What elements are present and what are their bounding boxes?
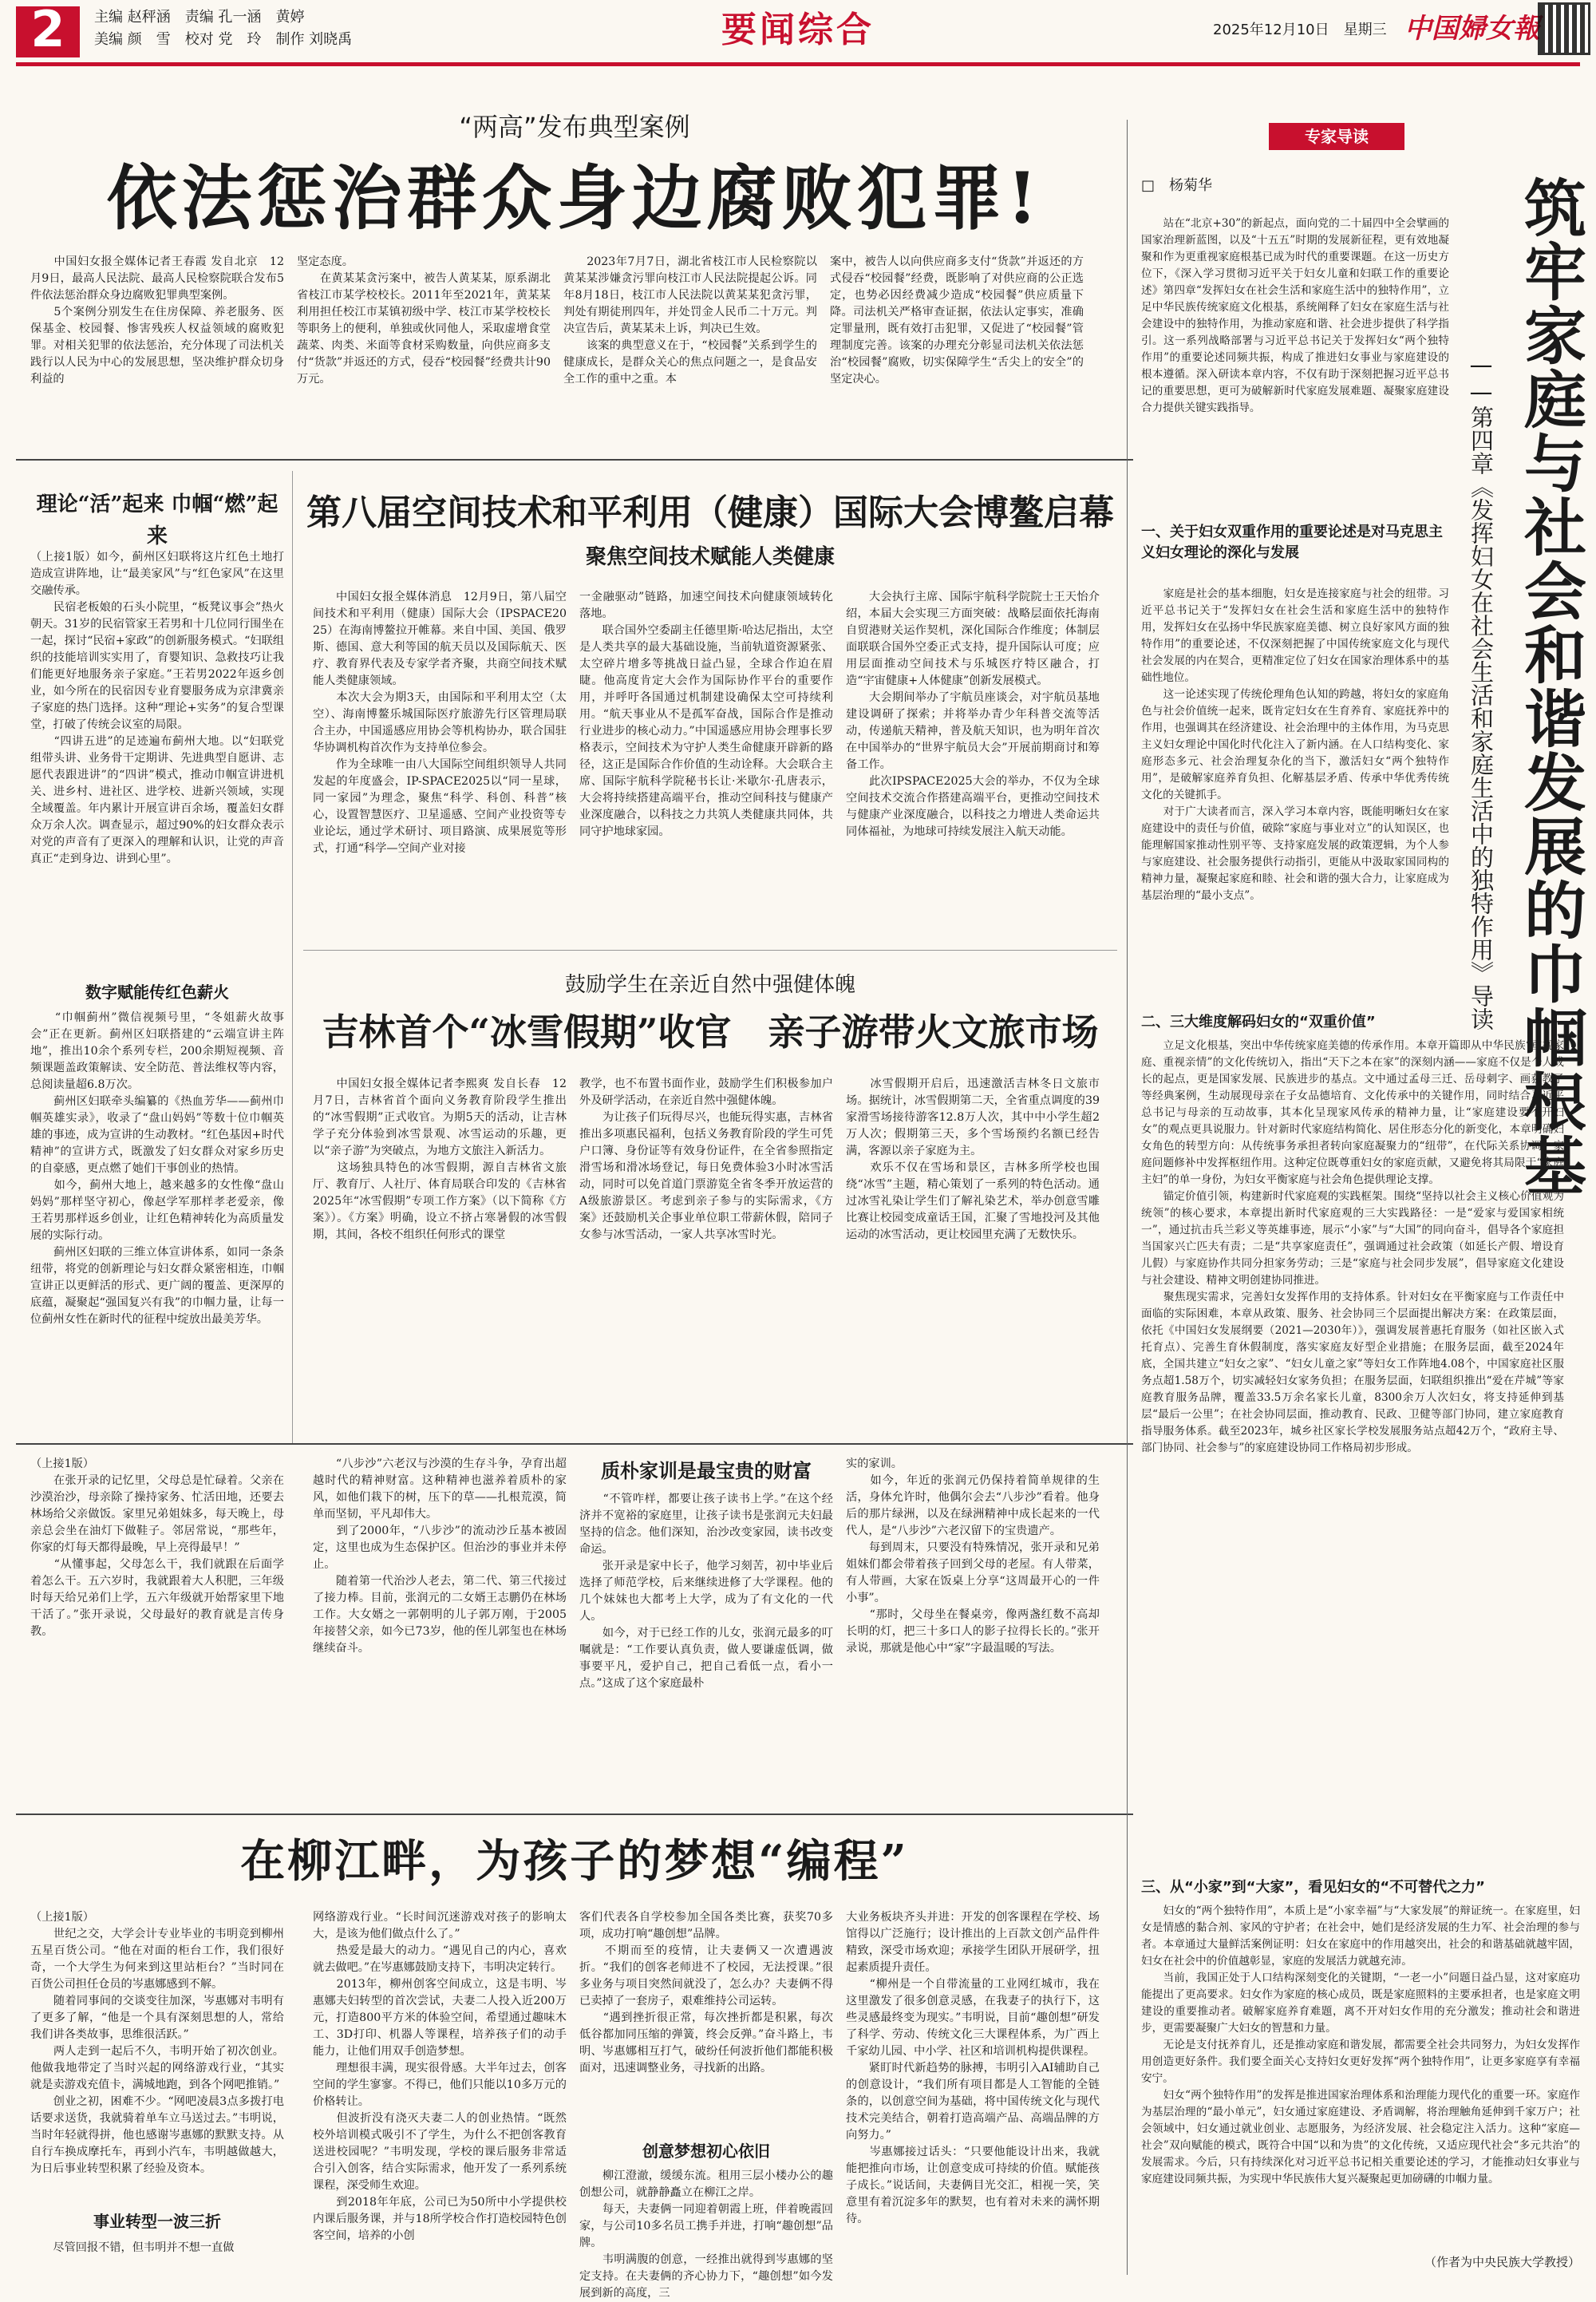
- article2-body2: “巾帼蓟州”微信视频号里，“冬姐薪火故事会”正在更新。蓟州区妇联搭建的“云端宣讲主阵地”，推出10余个系列专栏，200余期短视频、音频课题盖政策解读、安全防范、普法维权等内容，总阅读量超6.8万次。 蓟州区妇联牵头编纂的《热血芳华——蓟州巾帼英雄实录》，收录了“盘山妈妈”等数十位巾帼英雄的事迹，成为宣讲的生动教材。“红色基因+时代精神”的宣讲方式，既激发了妇女群众对家乡历史的自豪感，更点燃了她们干事创业的热情。 如今，蓟州大地上，越来越多的女性像“盘山妈妈”那样坚守初心，像赵学军那样孝老爱亲，像王若男那样返乡创业，让红色精神转化为高质量发展的实际行动。 蓟州区妇联的三维立体宣讲体系，如同一条条纽带，将党的创新理论与妇女群众紧密相连，巾帼宣讲正以更鲜活的形式、更广阔的覆盖、更深厚的底蕴，凝聚起“强国复兴有我”的巾帼力量，让每一位蓟州女性在新时代的征程中绽放出最美芳华。: [30, 1011, 284, 1326]
- article3-headline: 第八届空间技术和平利用（健康）国际大会博鳌启幕: [306, 492, 1114, 533]
- divider: [16, 459, 1133, 461]
- qr-code-icon: [1540, 5, 1588, 53]
- article1-kicker: “两高”发布典型案例: [459, 112, 690, 142]
- divider: [16, 1443, 1133, 1445]
- staff-line-1: 主编 赵秤涵 责编 孔一涵 黄婷: [94, 9, 305, 26]
- article7-col4: 大业务板块齐头并进：开发的创客课程在学校、场馆得以广泛施行；设计推出的上百款文创产品件件精致，深受市场欢迎；承接学生团队开展研学，扭起素质提升责任。 “柳州是一个自带流量的工业网红城市，我在这里激发了很多创意灵感，在我妻子的执行下，这些灵感最终变为现实。”韦明说，目前“趣创想”研发了科学、劳动、传统文化三大课程体系，为广西上千家幼儿园、中小学、社区和培训机构提供课程。 紧盯时代新趋势的脉搏，韦明引入AI辅助自己的创意设计，“我们所有项目都是人工智能的全链条的，以创意空间为基础，将中国传统文化与现代技术完美结合，朝着打造高端产品、高端品牌的方向努力。” 岑惠娜接过话头：“只要他能设计出来，我就能把推向市场，让创意变成可持续的价值。赋能孩子成长。”说话间，夫妻俩目光交汇，相视一笑，笑意里有着沉淀多年的默契，也有着对未来的满怀期待。: [846, 1911, 1100, 2225]
- article2-subhead: 数字赋能传红色薪火: [85, 983, 229, 1002]
- article2-body: （上接1版）如今，蓟州区妇联将这片红色土地打造成宣讲阵地，让“最美家风”与“红色家风”在这里交融传承。 民宿老板娘的石头小院里，“板凳议事会”热火朝天。31岁的民宿管家王若男和十几位同行围坐在一起，探讨“民宿+家政”的创新服务模式。“妇联组织的技能培训实实用了，育婴知识、急救技巧让我们能更好地服务亲子家庭。”王若男2022年返乡创业，如今所在的民宿因专业育婴服务成为京津冀亲子家庭的热门选择。这种“理论+实务”的复合型课堂，打破了传统会议室的局限。 “四讲五进”的足迹遍布蓟州大地。以“妇联党组带头讲、业务骨干定期讲、先进典型自愿讲、志愿代表跟进讲”的“四讲”模式，推动巾帼宣讲进机关、进乡村、进社区、进学校、进新兴领域，实现全域覆盖。年内累计开展宣讲百余场，覆盖妇女群众万余人次。调查显示，超过90%的妇女群众表示对党的声音有了更深入的理解和认识，让党的声音真正“走到身边、讲到心里”。: [30, 551, 284, 865]
- article1-col4: 案中，被告人以向供应商多支付“货款”并返还的方式侵吞“校园餐”经费，既影响了对供应商的公正选定，也势必因经费减少造成“校园餐”供应质量下降。司法机关严格审查证据，依法认定事实，准确定罪量刑，既有效打击犯罪，又促进了“校园餐”管理制度完善。该案的办理充分彰显司法机关依法惩治“校园餐”腐败，切实保障学生“舌尖上的安全”的坚定决心。: [830, 255, 1084, 386]
- article4-col1: 中国妇女报全媒体记者李熙爽 发自长春 12月7日，吉林省首个面向义务教育阶段学生推出的“冰雪假期”正式收官。为期5天的活动，让吉林学子充分体验到冰雪景观、冰雪运动的乐趣，更以“亲子游”为突破点，为地方文旅注入新活力。 这场独具特色的冰雪假期，源自吉林省文旅厅、教育厅、人社厅、体育局联合印发的《吉林省2025年“冰雪假期”专项工作方案》（以下简称《方案》）。《方案》明确，设立不挤占寒暑假的冰雪假期，其间，各校不组织任何形式的课堂: [313, 1078, 567, 1241]
- article7-col3: 客们代表各自学校参加全国各类比赛，获奖70多项，成功打响“趣创想”品牌。 不期而至的疫情，让夫妻俩又一次遭遇波折。“我们的创客老师进不了校园，无法授课。”很多业务与项目突然间就没了，怎么办？夫妻俩不得已卖掉了一套房子，艰难维持公司运转。 “遇到挫折很正常，每次挫折都是积累，每次低谷都加同压缩的弹簧，终会反弹。”奋斗路上，韦明、岑惠娜相互打气，破纷任何波折他们都能积极面对，迅速调整业务，寻找新的出路。: [579, 1911, 833, 2075]
- author: □ 杨菊华: [1141, 177, 1213, 194]
- article3-subtitle: 聚焦空间技术赋能人类健康: [585, 545, 835, 569]
- article3-col1: 中国妇女报全媒体消息 12月9日，第八届空间技术和平利用（健康）国际大会（IPSPACE2025）在海南博鳌拉开帷幕。来自中国、美国、俄罗斯、德国、意大利等国的航天员以及国际航天、医疗、教育界代表及专家学者齐聚，共商空间技术赋能人类健康领域。 本次大会为期3天，由国际和平利用太空（太空）、海南博鳌乐城国际医疗旅游先行区管理局联合主办，中国遥感应用协会等机构协办，联合国驻华协调机构首次作为支持单位参会。 作为全球唯一由八大国际空间组织领导人共同发起的年度盛会，IP-SPACE2025以“同一星球，同一家园”为理念，聚焦“科学、科创、科普”核心，设置智慧医疗、卫星遥感、空间产业投资等专业论坛，通过学术研讨、项目路演、成果展览等形式，打通“科学—空间产业对接: [313, 591, 567, 855]
- article1-headline: 依法惩治群众身边腐败犯罪!: [106, 156, 1043, 239]
- article4-col3: 冰雪假期开启后，迅速激活吉林冬日文旅市场。据统计，冰雪假期第二天，全省重点调度的39家滑雪场接待游客12.8万人次，其中中小学生超2万人次；假期第三天，多个雪场预约名额已经告满，客源以亲子家庭为主。 欢乐不仅在雪场和景区，吉林多所学校也围绕“冰雪”主题，精心策划了一系列的特色活动。通过冰雪礼染让学生们了解礼染艺术，举办创意雪雕比赛让校园变成童话王国，汇聚了雪地投河及其他运动的冰雪活动，更让校园里充满了无数快乐。: [846, 1078, 1100, 1241]
- article7-col1-tail: 尽管回报不错，但韦明并不想一直做: [30, 2241, 235, 2254]
- paper-name: 中国婦女報: [1404, 13, 1540, 45]
- divider: [292, 471, 293, 1445]
- divider: [1127, 120, 1128, 2275]
- article3-col2: 一金融驱动”链路，加速空间技术向健康领域转化落地。 联合国外空委副主任德里斯·哈达尼指出，太空是人类共享的最大基础设施，当前轨道资源紧张、太空碎片增多等挑战日益凸显，全球合作迫在眉睫。他高度肯定大会作为国际协作平台的重要作用，并呼吁各国通过机制建设确保太空可持续利用。“航天事业从不是孤军奋战，国际合作是推动行业进步的核心动力。”中国遥感应用协会理事长罗格表示，空间技术为守护人类生命健康开辟新的路径，这正是国际合作价值的生动诠释。大会联合主席、国际宇航科学院秘书长让·米歇尔·孔唐表示，大会将持续搭建高端平台，推动空间科技与健康产业深度融合，以科技之力共筑人类健康共同体，共同守护地球家园。: [579, 591, 833, 838]
- section-title: 要闻综合: [721, 10, 875, 50]
- article5-sec2-title: 二、三大维度解码妇女的“双重价值”: [1141, 1014, 1376, 1030]
- article5-sec2-body: 立足文化根基，突出中华传统家庭美德的传承作用。本章开篇即从中华民族“重视家庭、重视亲情”的文化传统切入，指出“天下之本在家”的深刻内涵——家庭不仅是个人成长的起点，更是国家发展、民族进步的基点。文中通过孟母三迁、岳母刺字、画荻教子等经典案例，生动展现母亲在子女品德培育、文化传承中的关键作用，同时结合习近平总书记与母亲的互动故事，其本化呈现家风传承的精神力量，让“家庭建设要不开妇女”的观点更具说服力。针对新时代家庭结构简化、居住形态分化的新变化，本章明确妇女角色的转型方向：从传统事务承担者转向家庭凝聚力的“纽带”，在代际关系协调、家庭问题修补中发挥枢纽作用。这种定位既尊重妇女的家庭贡献，又避免将其局限于“家庭主妇”的单一身份，为妇女平衡家庭与社会角色提供理论支撑。 锚定价值引领，构建新时代家庭观的实践框架。围绕“坚持以社会主义核心价值观为统领”的核心要求，本章提出新时代家庭观的三大实践路径：一是“爱家与爱国家相统一”，通过抗击兵兰彩义等英雄事迹，展示“小家”与“大国”的同向奋斗，倡导各个家庭担当国家兴亡匹夫有责；二是“共享家庭责任”，强调通过社会政策（如延长产假、增设育儿假）与家庭协作共同分担家务劳动；三是“家庭与社会同步发展”，倡导家庭文化建设与社会建设、精神文明创建协同推进。 聚焦现实需求，完善妇女发挥作用的支持体系。针对妇女在平衡家庭与工作责任中面临的实际困难，本章从政策、服务、社会协同三个层面提出解决方案：在政策层面，依托《中国妇女发展纲要（2021—2030年）》，强调发展普惠托育服务（如社区嵌入式托育点）、完善生育休假制度，落实家庭友好型企业措施；在服务层面，截至2024年底，全国共建立“妇女之家”、“妇女儿童之家”等妇女工作阵地4.08个，中国家庭社区服务点超1.58万个，切实减轻妇女家务负担；在服务层面，妇联组织推出“爱在芹城”等家庭教育服务品牌，覆盖33.5万余名家长儿童，8300余万人次妇女，将支持延伸到基层“最后一公里”；在社会协同层面，推动教育、民政、卫健等部门协同，建立家庭教育指导服务体系。截至2023年，城乡社区家长学校发展服务站点超42万个，“政府主导、部门协同、社会参与”的家庭建设协同工作格局初步形成。: [1141, 1039, 1564, 1454]
- article3-col3: 大会执行主席、国际宇航科学院院士王天怡介绍，本届大会实现三方面突破：战略层面依托海南自贸港财关运作契机，深化国际合作维度；体制层面联联合国外空委正式支持，提升国际认可度；应用层面推动空间技术与乐城医疗特区融合，打造“宇宙健康+人体健康”创新发展模式。 大会期间举办了宇航员座谈会，对宇航员基地建设调研了探索；并将举办青少年科普交流等活动，传递航天精神，普及航天知识，也为明年首次在中国举办的“世界宇航员大会”开展前期商讨和筹备工作。 此次IPSPACE2025大会的举办，不仅为全球空间技术交流合作搭建高端平台，更推动空间技术与健康产业深度融合，以科技之力增进人类命运共同体福祉，为地球可持续发展注入航天动能。: [846, 591, 1100, 838]
- article5-dek: ——第四章《发挥妇女在社会生活和家庭生活中的独特作用》导读: [1468, 351, 1495, 1030]
- article7-subhead: 事业转型一波三折: [93, 2212, 221, 2231]
- staff-line-2: 美编 颜 雪 校对 党 玲 制作 刘晓禹: [94, 31, 353, 48]
- divider: [16, 1814, 1133, 1815]
- article6-headline: 质朴家训是最宝贵的财富: [601, 1459, 812, 1482]
- article6-col3: “不管咋样，都要让孩子读书上学。”在这个经济并不宽裕的家庭里，让孩子读书是张润元夫妇最坚持的信念。他们深知，治沙改变家园，读书改变命运。 张开录是家中长子，他学习刻苦，初中毕业后选择了师范学校，后来继续进修了大学课程。他的几个妹妹也大都考上大学，成为了有文化的一代人。 如今，对于已经工作的儿女，张润元最多的叮嘱就是：“工作要认真负责，做人要谦虚低调，做事要平凡，爱护自己，把自己看低一点，看小一点。”这成了这个家庭最朴: [579, 1493, 833, 1690]
- article6-col4: 实的家训。 如今，年近的张润元仍保持着简单规律的生活，身体允许时，他偶尔会去“八步沙”看着。他身后的那片绿洲，以及在绿洲精神中成长起来的一代代人，是“八步沙”六老汉留下的宝贵遗产。 每到周末，只要没有特殊情况，张开录和兄弟姐妹们都会带着孩子回到父母的老屋。有人带菜，有人带画，大家在饭桌上分享“这周最开心的一件小事”。 “那时，父母坐在餐桌旁，像两盏红数不高却长明的灯，把三十多口人的影子拉得长长的。”张开录说，那就是他心中“家”字最温暖的写法。: [846, 1458, 1100, 1655]
- issue-date: 2025年12月10日 星期三: [1213, 22, 1387, 38]
- article5-headline: 筑牢家庭与社会和谐发展的巾帼根基: [1514, 176, 1586, 1197]
- article5-sec3-title: 三、从“小家”到“大家”，看见妇女的“不可替代之力”: [1141, 1879, 1485, 1896]
- article7-col3b: 柳江澄澈，缓缓东流。租用三层小楼办公的趣创想公司，就静静矗立在柳江之岸。 每天，夫妻俩一同迎着朝霞上班，伴着晚霞回家，与公司10多名员工携手并进，打响“趣创想”品牌。 韦明满腹的创意，一经推出就得到岑惠娜的坚定支持。在夫妻俩的齐心协力下，“趣创想”如今发展到新的高度，三: [579, 2169, 833, 2300]
- divider: [303, 950, 1117, 951]
- article7-col1: （上接1版） 世纪之交，大学会计专业毕业的韦明竞到柳州五星百货公司。“他在对面的柜台工作，我们很好奇，一个大学生为何来到这里站柜台？”当时同在百货公司担任仓员的岑惠娜感到不解。 随着同事间的交谈变往加深，岑惠娜对韦明有了更多了解，“他是一个具有深刻思想的人，常给我们讲各类故事，思维很活跃。” 两人走到一起后不久，韦明开始了初次创业。他做我地带定了当时兴起的网络游戏行业，“其实就是卖游戏充值卡，满城地跑，到各个网吧推销。” 创业之初，困难不少。“网吧凌晨3点多拨打电话要求送货，我就骑着单车立马送过去。”韦明说，当时年轻就得拼，他也感谢岑惠娜的默默支持。从自行车换成摩托车，再到小汽车，韦明越做越大，为日后事业转型积累了经验及资本。: [30, 1911, 284, 2175]
- article4-col2: 教学，也不布置书面作业，鼓励学生们积极参加户外及研学活动，在亲近自然中强健体魄。 为让孩子们玩得尽兴，也能玩得实惠，吉林省推出多项惠民福利，包括义务教育阶段的学生可凭户口簿、身份证等有效身份证件，在全省参照指定滑雪场和滑冰场登记，每日免费体验3小时冰雪活动，同时可以免首道门票游览全省冬季开放运营的A级旅游景区。考虑到亲子参与的实际需求，《方案》还鼓励机关企事业单位职工带薪休假，陪同子女参与冰雪活动，一家人共享冰雪时光。: [579, 1078, 833, 1241]
- article5-sec1-title: 一、关于妇女双重作用的重要论述是对马克思主义妇女理论的深化与发展: [1141, 524, 1443, 561]
- article6-col1: （上接1版） 在张开录的记忆里，父母总是忙碌着。父亲在沙漠治沙，母亲除了操持家务、忙活田地，还要去林场给父亲做饭。家里兄弟姐妹多，每天晚上，母亲总会坐在油灯下做鞋子。邻居常说，“那些年，你家的灯每天都得最晚，早上亮得最早！” “从懂事起，父母怎么干，我们就跟在后面学着怎么干。五六岁时，我就跟着大人积肥，三年级时每天给兄弟们上学，五六年级就开始帮家里下地干活了。”张开录说，父母最好的教育就是言传身教。: [30, 1458, 284, 1638]
- article1-col3: 2023年7月7日，湖北省枝江市人民检察院以黄某某涉嫌贪污罪向枝江市人民法院提起公诉。同年8月18日，枝江市人民法院以黄某某犯贪污罪，判处有期徒刑四年，并处罚金人民币二十万元。判决宣告后，黄某某未上诉，判决已生效。 该案的典型意义在于，“校园餐”关系到学生的健康成长，是群众关心的焦点问题之一，是食品安全工作的重中之重。本: [563, 255, 817, 386]
- article7-col2: 网络游戏行业。“长时间沉迷游戏对孩子的影响太大，是该为他们做点什么了。” 热爱是最大的动力。“遇见自己的内心，喜欢就去做吧。”在岑惠娜鼓励支持下，韦明决定转行。 2013年，柳州创客空间成立，这是韦明、岑惠娜夫妇转型的首次尝试，夫妻二人投入近200万元，打造800平方米的体验空间，希望通过趣味木工、3D打印、机器人等课程，培养孩子们的动手能力，让他们用双手创造梦想。 理想很丰满，现实很骨感。大半年过去，创客空间的学生寥寥。不得已，他们只能以10多万元的价格转让。 但波折没有浇灭夫妻二人的创业热情。“既然校外培训模式吸引不了学生，为什么不把创客教育送进校园呢？”韦明发现，学校的课后服务非常适合引入创客，结合实际需求，他开发了一系列系统课程，深受师生欢迎。 到2018年年底，公司已为50所中小学提供校内课后服务课，并与18所学校合作打造校园特色创客空间，培养的小创: [313, 1911, 567, 2242]
- author-note: （作者为中央民族大学教授）: [1424, 2255, 1580, 2269]
- article2-headline: 理论“活”起来 巾帼“燃”起来: [36, 492, 279, 548]
- article1-col1: 中国妇女报全媒体记者王春霞 发自北京 12月9日，最高人民法院、最高人民检察院联合发布5件依法惩治群众身边腐败犯罪典型案例。 5个案例分别发生在住房保障、养老服务、医保基金、校园餐、惨害残疾人权益领域的腐败犯罪。对相关犯罪的依法惩治，充分体现了司法机关践行以人民为中心的发展思想，坚决维护群众切身利益的: [30, 255, 284, 386]
- article7-headline: 在柳江畔，为孩子的梦想“编程”: [240, 1835, 909, 1888]
- article5-intro: 站在“北京+30”的新起点，面向党的二十届四中全会擘画的国家治理新蓝图，以及“十五五”时期的发展新征程，更有效地凝聚和作为更重视家庭根基已成为时代的重要课题。在这一历史方位下，《深入学习贯彻习近平关于妇女儿童和妇联工作的重要论述》第四章“发挥妇女在社会生活和家庭生活中的独特作用”，立足中华民族传统家庭文化根基，系统阐释了妇女在家庭生活与社会建设中的独特作用，为推动家庭和谐、社会进步提供了科学指引。这一系列战略部署与习近平总书记关于发挥妇女“两个独特作用”的重要论述同频共振，构成了推进妇女事业与家庭建设的根本遵循。深入研读本章内容，不仅有助于深刻把握习近平总书记的重要思想，更可为破解新时代家庭发展难题、凝聚家庭建设合力提供关键实践指导。: [1141, 217, 1449, 414]
- article4-headline: 吉林首个“冰雪假期”收官 亲子游带火文旅市场: [322, 1011, 1099, 1054]
- article7-subhead2: 创意梦想初心依旧: [642, 2142, 770, 2161]
- article5-sec3-body: 妇女的“两个独特作用”，本质上是“小家幸福”与“大家发展”的辩证统一。在家庭里，妇女是情感的黏合剂、家风的守护者；在社会中，她们是经济发展的生力军、社会治理的参与者。本章通过大量鲜活案例证明：妇女在家庭中的作用越突出，社会的和谐基础就越牢固，妇女在社会中的价值越彰显，家庭的发展活力就越充沛。 当前，我国正处于人口结构深刻变化的关键期，“一老一小”问题日益凸显，这对家庭功能提出了更高要求。妇女作为家庭的核心成员，既是家庭照料的主要承担者，也是家庭文明建设的重要推动者。破解家庭养育难题，离不开对妇女作用的充分激发；推动社会和谐进步，更需要凝聚广大妇女的智慧和力量。 无论是支付抚养育儿，还是推动家庭和谐发展，都需要全社会共同努力，为妇女发挥作用创造更好条件。我们要全面关心支持妇女更好发挥“两个独特作用”，让更多家庭享有幸福安宁。 妇女“两个独特作用”的发挥是推进国家治理体系和治理能力现代化的重要一环。家庭作为基层治理的“最小单元”，妇女通过家庭建设、矛盾调解，将治理触角延伸到千家万户；社会领域中，妇女通过就业创业、志愿服务，为经济发展、社会稳定注入活力。这种“家庭—社会”双向赋能的模式，既符合中国“以和为贵”的文化传统，又适应现代社会“多元共治”的发展需求。今后，只有持续深化对习近平总书记相关重要论述的学习，才能推动妇女事业与家庭建设同频共振，为实现中华民族伟大复兴凝聚起更加磅礴的巾帼力量。: [1141, 1904, 1580, 2185]
- article5-sec1-body: 家庭是社会的基本细胞，妇女是连接家庭与社会的纽带。习近平总书记关于“发挥妇女在社会生活和家庭生活中的独特作用，发挥妇女在弘扬中华民族家庭美德、树立良好家风方面的独特作用”的重要论述，不仅深刻把握了中国传统家庭文化与现代社会发展的内在契合，更精准定位了妇女在国家治理体系中的基础性地位。 这一论述实现了传统伦理角色认知的跨越，将妇女的家庭角色与社会价值统一起来，既肯定妇女在生育养育、家庭抚养中的作用，也强调其在经济建设、社会治理中的主体作用，为马克思主义妇女理论中国化时代化注入了新内涵。在人口结构变化、家庭形态多元、社会治理复杂化的当下，激活妇女“两个独特作用”，是破解家庭养育负担、化解基层矛盾、传承中华优秀传统文化的关键抓手。 对于广大读者而言，深入学习本章内容，既能明晰妇女在家庭建设中的责任与价值，破除“家庭与事业对立”的认知误区，也能理解国家推动性别平等、支持家庭发展的政策逻辑，为个人参与家庭建设、社会服务提供行动指引，更能从中汲取家国同构的精神力量，凝聚起家庭和睦、社会和谐的强大合力，让家庭成为基层治理的“最小支点”。: [1141, 587, 1449, 902]
- masthead-rule: [16, 62, 1580, 66]
- article4-kicker: 鼓励学生在亲近自然中强健体魄: [564, 973, 855, 997]
- article1-col2: 坚定态度。 在黄某某贪污案中，被告人黄某某，原系湖北省枝江市某学校校长。2011年至2021年，黄某某利用担任校江市某镇初级中学、枝江市某学校校长等职务上的便利，单独或伙同他人，采取虚增食堂蔬菜、肉类、米面等食材采购数量，向供应商多支付“货款”并返还的方式，侵吞“校园餐”经费共计90万元。: [297, 255, 551, 386]
- expert-tag: 专家导读: [1305, 127, 1369, 146]
- page-number: 2: [30, 0, 65, 58]
- article6-col2: “八步沙”六老汉与沙漠的生存斗争，孕育出超越时代的精神财富。这种精神也滋养着质朴的家风，如他们栽下的树，压下的草——扎根荒漠，简单而坚韧，平凡却伟大。 到了2000年，“八步沙”的流动沙丘基本被固定，这里也成为生态保护区。但治沙的事业并未停止。 随着第一代治沙人老去，第二代、第三代接过了接力棒。目前，张润元的二女婿王志鹏仍在林场工作。大女婿之一郭朝明的儿子郭万刚，于2005年接替父亲，如今已73岁，他的侄儿郭玺也在林场继续奋斗。: [313, 1458, 567, 1655]
